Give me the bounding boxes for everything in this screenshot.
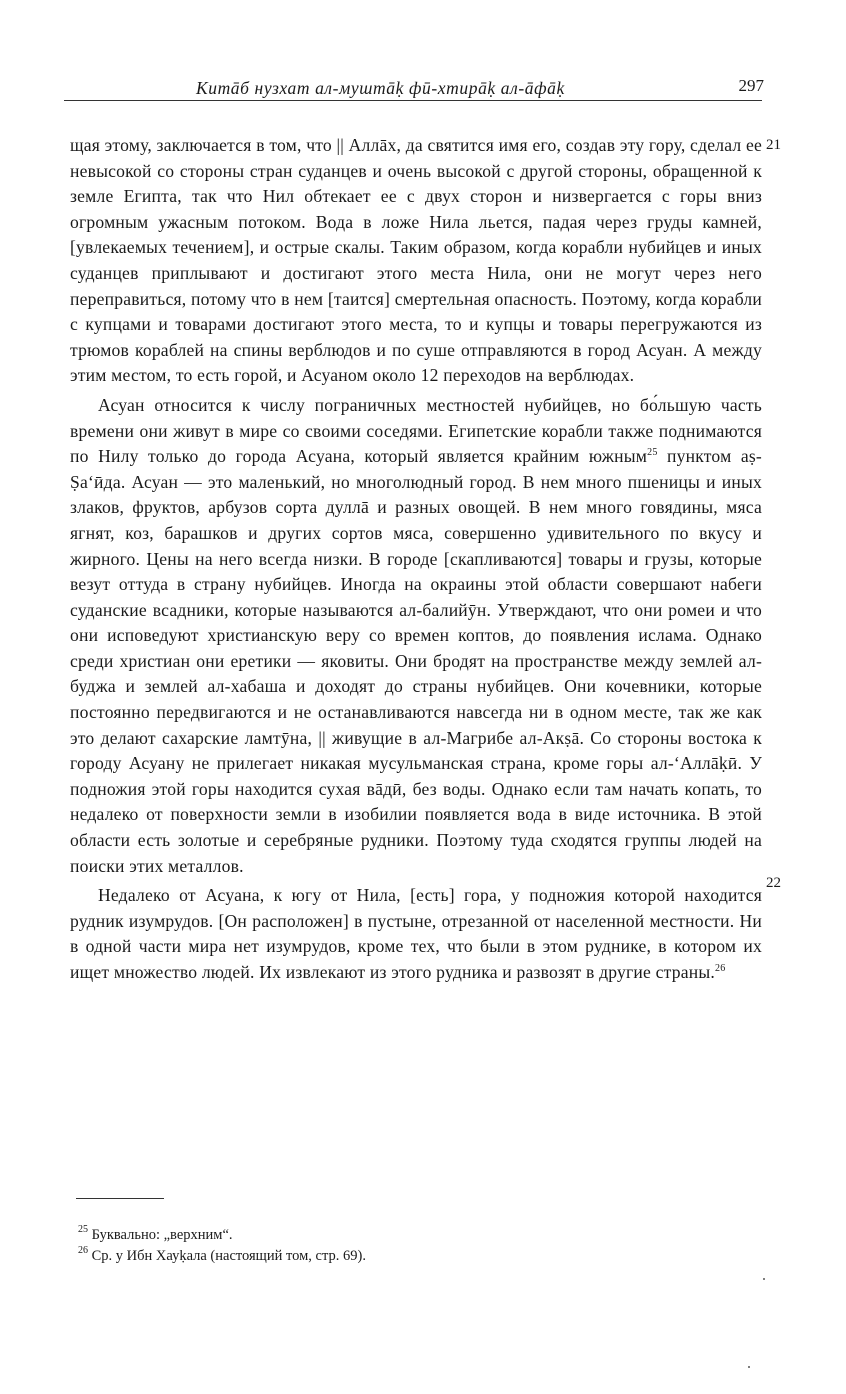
- header-rule: [64, 100, 762, 101]
- footnote-number: 25: [78, 1224, 88, 1235]
- paragraph-text: пунктом аṣ-Ṣа‘ӣда. Асуан — это маленький, но многолюдный город. В нем много пшеницы и иных злаков, фруктов, арбузов сорта дуллā и разных овощей. В нем много говядины, мяса ягнят, коз, барашков и других сортов мяса, совершенно удивительного по вкусу и жирного. Цены на него всегда низки. В городе [скапливаются] товары и грузы, которые везут оттуда в страну нубийцев. Иногда на окраины этой области совершают набеги суданские всадники, которые называются ал-балийӯн. Утверждают, что они ромеи и что они исповедуют христианскую веру со времен коптов, до появления ислама. Однако среди христиан они еретики — яковиты. Они бродят на пространстве между землей ал-буджа и землей ал-хабаша и доходят до страны нубийцев. Они кочевники, которые постоянно передвигаются и не останавливаются навсегда ни в одном месте, так же как это делают сахарские ламтӯна, || живущие в ал-Магрибе ал-Акṣā. Со стороны востока к городу Асуану не прилегает никакая мусульманская страна, кроме горы ал-‘Аллāḳӣ. У подножия этой горы находится сухая вāдӣ, без воды. Однако если там начать копать, то недалеко от поверхности земли в изобилии появляется вода в виде источника. В этой области есть золотые и серебряные рудники. Поэтому туда сходятся группы людей на поиски этих металлов.: [70, 446, 762, 876]
- footnotes: [70, 1225, 762, 1267]
- footnote-ref[interactable]: 25: [647, 447, 658, 459]
- running-header: [64, 74, 764, 100]
- footnote-text: Буквально: „верхним“.: [91, 1227, 233, 1243]
- margin-folio-marker: 21: [766, 137, 781, 153]
- footnote-ref[interactable]: 26: [715, 963, 726, 974]
- paragraph: щая этому, заключается в том, что || Аллāх, да святится имя его, создав эту гору, сделал ее невысокой со стороны стран суданцев и очень высокой с другой стороны, обращенной к земле Египта, так что Нил обтекает ее с двух сторон и низвергается с горы вниз огромным ужасным потоком. Вода в ложе Нила льется, падая через груды камней, [увлекаемых течением], и острые скалы. Таким образом, когда корабли нубийцев и иных суданцев приплывают и достигают этого места Нила, они не могут через него переправиться, потому что в нем [таится] смертельная опасность. Поэтому, когда корабли с купцами и товарами достигают этого места, то и купцы и товары перегружаются из трюмов кораблей на спины верблюдов и по суше отправляются в город Асуан. А между этим местом, то есть горой, и Асуаном около 12 переходов на верблюдах.: [70, 135, 762, 386]
- footnote-rule: [76, 1198, 164, 1199]
- margin-folio-marker: 22: [766, 875, 781, 891]
- paragraph-text: Асуан относится к числу пограничных местностей нубийцев, но бо́льшую часть времени они живут в мире со своими соседями. Египетские корабли также поднимаются по Нилу только до города Асуана, который является крайним южным: [70, 394, 762, 467]
- footnote: [70, 1225, 762, 1246]
- footnote: [70, 1246, 762, 1267]
- scan-speck: [763, 1278, 765, 1280]
- footnote-text: Ср. у Ибн Хауḳала (настоящий том, стр. 69).: [91, 1248, 366, 1264]
- footnote-number: 26: [78, 1245, 88, 1256]
- running-title: Китāб нузхат ал-муштāḳ фӣ-хтирāḳ ал-āфāḳ: [196, 78, 565, 98]
- scan-speck: [748, 1366, 750, 1368]
- page-number: 297: [738, 76, 764, 95]
- paragraph: [70, 393, 762, 879]
- paragraph: [70, 883, 762, 985]
- paragraph-text: Недалеко от Асуана, к югу от Нила, [есть] гора, у подножия которой находится рудник изумрудов. [Он расположен] в пустыне, отрезанной от населенной местности. Ни в одной части мира нет изумрудов, кроме тех, что были в этом руднике, в котором их ищет множество людей. Их извлекают из этого рудника и развозят в другие страны.: [70, 885, 762, 982]
- body-text: [70, 133, 762, 986]
